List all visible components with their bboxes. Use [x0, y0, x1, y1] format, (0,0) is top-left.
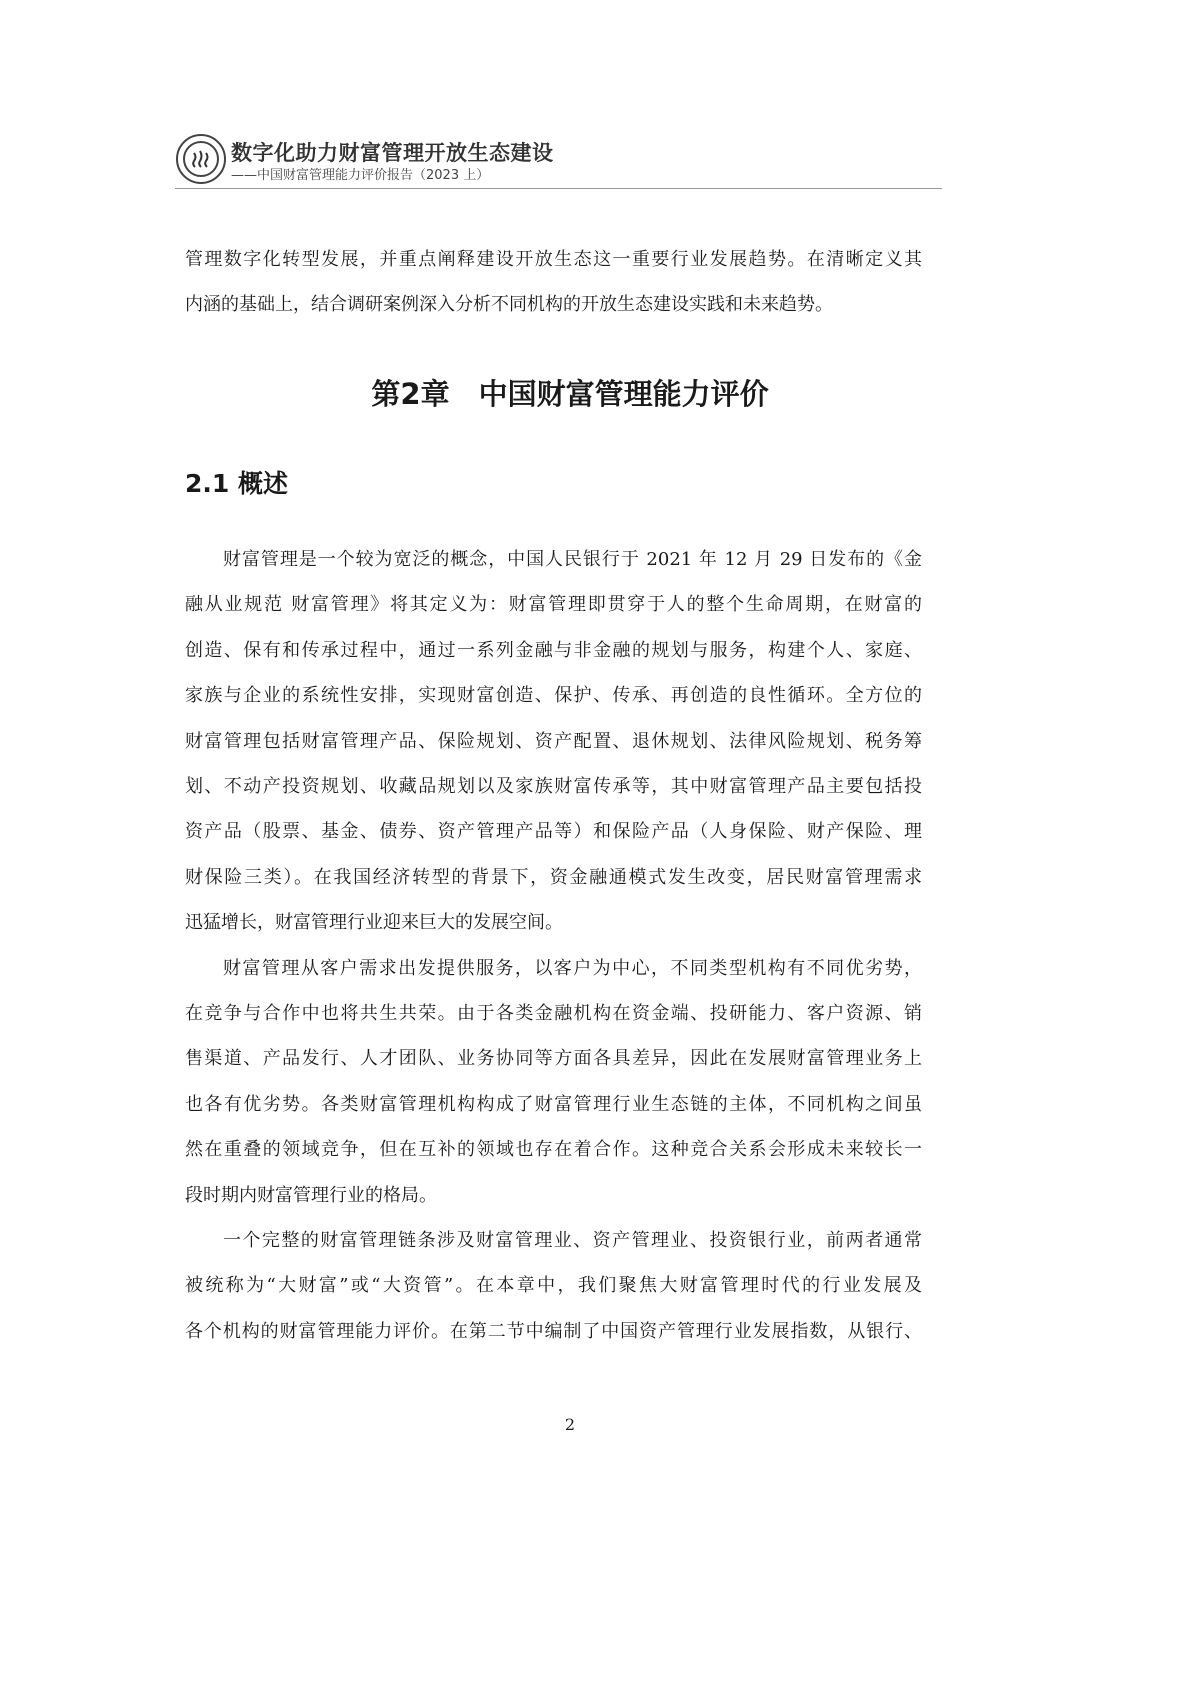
text-line: 段时期内财富管理行业的格局。: [185, 1184, 437, 1206]
text-line: 迅猛增长，财富管理行业迎来巨大的发展空间。: [185, 912, 563, 934]
text-line: 创造、保有和传承过程中，通过一系列金融与非金融的规划与服务，构建个人、家庭、: [185, 639, 922, 661]
institution-logo: [176, 134, 226, 184]
header-subtitle: ——中国财富管理能力评价报告（2023 上）: [231, 168, 490, 183]
page-number: 2: [564, 1415, 576, 1434]
text-line: 财保险三类）。在我国经济转型的背景下，资金融通模式发生改变，居民财富管理需求: [185, 866, 922, 888]
text-line: 划、不动产投资规划、收藏品规划以及家族财富传承等，其中财富管理产品主要包括投: [185, 776, 922, 797]
text-line: 然在重叠的领域竞争，但在互补的领域也存在着合作。这种竞合关系会形成未来较长一: [185, 1139, 922, 1161]
text-line: 各个机构的财富管理能力评价。在第二节中编制了中国资产管理行业发展指数，从银行、: [185, 1320, 922, 1342]
text-line: 财富管理是一个较为宽泛的概念，中国人民银行于 2021 年 12 月 29 日发布的《金: [223, 549, 922, 570]
text-line: 一个完整的财富管理链条涉及财富管理业、资产管理业、投资银行业，前两者通常: [223, 1230, 922, 1251]
text-line: 资产品（股票、基金、债券、资产管理产品等）和保险产品（人身保险、财产保险、理: [185, 821, 922, 843]
header-divider: [175, 188, 942, 189]
chapter-title: 第2章 中国财富管理能力评价: [371, 377, 769, 411]
header-title: 数字化助力财富管理开放生态建设: [231, 140, 554, 165]
text-line: 也各有优劣势。各类财富管理机构构成了财富管理行业生态链的主体，不同机构之间虽: [185, 1093, 922, 1115]
text-line: 财富管理从客户需求出发提供服务，以客户为中心，不同类型机构有不同优劣势，: [223, 957, 922, 979]
text-line: 管理数字化转型发展，并重点阐释建设开放生态这一重要行业发展趋势。在清晰定义其: [185, 249, 922, 270]
section-title: 2.1 概述: [185, 469, 288, 498]
text-line: 售渠道、产品发行、人才团队、业务协同等方面各具差异，因此在发展财富管理业务上: [185, 1048, 922, 1070]
text-line: 内涵的基础上，结合调研案例深入分析不同机构的开放生态建设实践和未来趋势。: [185, 294, 833, 316]
text-line: 财富管理包括财富管理产品、保险规划、资产配置、退休规划、法律风险规划、税务筹: [185, 730, 922, 752]
text-line: 家族与企业的系统性安排，实现财富创造、保护、传承、再创造的良性循环。全方位的: [185, 685, 922, 707]
text-line: 融从业规范 财富管理》将其定义为：财富管理即贯穿于人的整个生命周期，在财富的: [185, 594, 922, 616]
text-line: 被统称为“大财富”或“大资管”。在本章中，我们聚焦大财富管理时代的行业发展及: [185, 1275, 922, 1297]
text-line: 在竞争与合作中也将共生共荣。由于各类金融机构在资金端、投研能力、客户资源、销: [185, 1003, 922, 1024]
